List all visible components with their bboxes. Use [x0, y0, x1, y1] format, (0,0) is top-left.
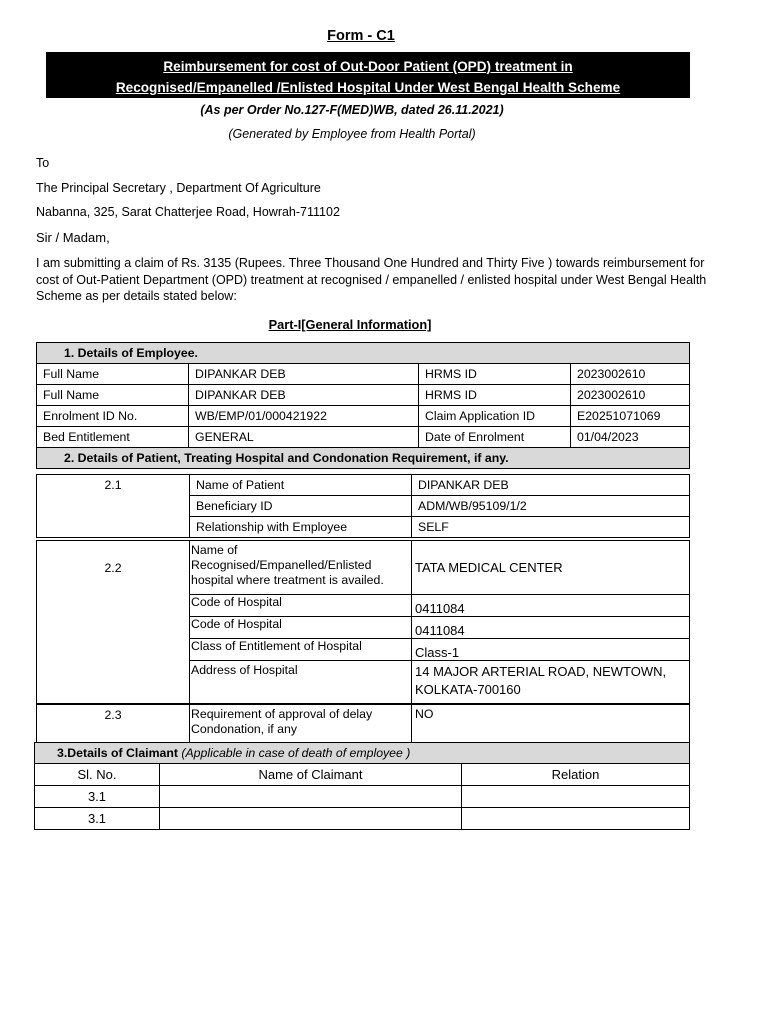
field-label: Claim Application ID: [419, 406, 571, 427]
to-label: To: [36, 156, 50, 170]
field-value: GENERAL: [189, 427, 419, 448]
field-value: DIPANKAR DEB: [412, 475, 690, 496]
field-label: Relationship with Employee: [190, 517, 412, 538]
field-value: ADM/WB/95109/1/2: [412, 496, 690, 517]
patient-details-table: [36, 474, 690, 538]
field-label: HRMS ID: [419, 364, 571, 385]
field-label: Full Name: [37, 385, 189, 406]
item-number: 2.1: [37, 475, 190, 538]
hospital-details-table: [36, 540, 690, 704]
field-label: Code of Hospital: [190, 617, 412, 639]
field-value: 0411084: [412, 595, 690, 617]
field-value: TATA MEDICAL CENTER: [412, 541, 690, 595]
item-number: 2.2: [37, 541, 190, 704]
employee-details-table: [36, 342, 690, 469]
field-label: HRMS ID: [419, 385, 571, 406]
claim-paragraph: I am submitting a claim of Rs. 3135 (Rupees. Three Thousand One Hundred and Thirty Five ) towards reimbursement for cost of Out-Patient Department (OPD) treatment at recognised / empanelled / enlisted hospital under West Bengal Health Scheme as per details stated below:: [36, 256, 707, 303]
generated-note: (Generated by Employee from Health Portal): [228, 127, 476, 141]
order-reference: (As per Order No.127-F(MED)WB, dated 26.11.2021): [200, 103, 504, 117]
table-row: [35, 786, 690, 808]
section-1-heading: 1. Details of Employee.: [37, 343, 690, 364]
section-2-heading: 2. Details of Patient, Treating Hospital and Condonation Requirement, if any.: [37, 448, 690, 469]
field-label: Full Name: [37, 364, 189, 385]
recipient: The Principal Secretary , Department Of Agriculture: [36, 181, 321, 195]
field-value: 2023002610: [571, 364, 690, 385]
field-value: 0411084: [412, 617, 690, 639]
section-3-title: 3.Details of Claimant: [57, 745, 178, 760]
field-value: 14 MAJOR ARTERIAL ROAD, NEWTOWN, KOLKATA-700160: [412, 661, 690, 704]
form-title-banner: [46, 52, 690, 98]
condonation-table: [36, 704, 690, 743]
claimant-sl-no: 3.1: [35, 786, 160, 808]
claimant-name: [160, 786, 462, 808]
field-label: Beneficiary ID: [190, 496, 412, 517]
field-value: DIPANKAR DEB: [189, 364, 419, 385]
salutation: Sir / Madam,: [36, 230, 110, 245]
part-title: Part-I[General Information]: [268, 317, 432, 332]
field-value: DIPANKAR DEB: [189, 385, 419, 406]
claimant-table: [34, 742, 690, 830]
item-number: 2.3: [37, 705, 190, 743]
field-value: Class-1: [412, 639, 690, 661]
section-3-heading: [35, 743, 690, 764]
claimant-relation: [462, 808, 690, 830]
field-label: Date of Enrolment: [419, 427, 571, 448]
table-row: [37, 427, 690, 448]
field-value: E20251071069: [571, 406, 690, 427]
form-number: Form - C1: [327, 28, 395, 44]
claimant-relation: [462, 786, 690, 808]
field-label: Address of Hospital: [190, 661, 412, 704]
field-label: Name of Recognised/Empanelled/Enlisted hospital where treatment is availed.: [190, 541, 412, 595]
field-label: Code of Hospital: [190, 595, 412, 617]
field-value: 2023002610: [571, 385, 690, 406]
field-value: 01/04/2023: [571, 427, 690, 448]
column-header: Relation: [462, 764, 690, 786]
column-header: Sl. No.: [35, 764, 160, 786]
field-label: Name of Patient: [190, 475, 412, 496]
section-3-note: (Applicable in case of death of employee ): [181, 745, 411, 760]
field-label: Bed Entitlement: [37, 427, 189, 448]
column-header: Name of Claimant: [160, 764, 462, 786]
form-title-line-1: Reimbursement for cost of Out-Door Patient (OPD) treatment in: [163, 59, 573, 74]
field-label: Requirement of approval of delay Condonation, if any: [190, 705, 412, 743]
table-row: [37, 406, 690, 427]
table-row: [35, 808, 690, 830]
field-label: Class of Entitlement of Hospital: [190, 639, 412, 661]
field-value: WB/EMP/01/000421922: [189, 406, 419, 427]
claimant-name: [160, 808, 462, 830]
table-row: [37, 364, 690, 385]
field-value: NO: [412, 705, 690, 743]
field-label: Enrolment ID No.: [37, 406, 189, 427]
form-title-line-2: Recognised/Empanelled /Enlisted Hospital Under West Bengal Health Scheme: [115, 80, 621, 95]
field-value: SELF: [412, 517, 690, 538]
recipient-address: Nabanna, 325, Sarat Chatterjee Road, Howrah-711102: [36, 205, 340, 219]
claimant-sl-no: 3.1: [35, 808, 160, 830]
table-row: [37, 385, 690, 406]
